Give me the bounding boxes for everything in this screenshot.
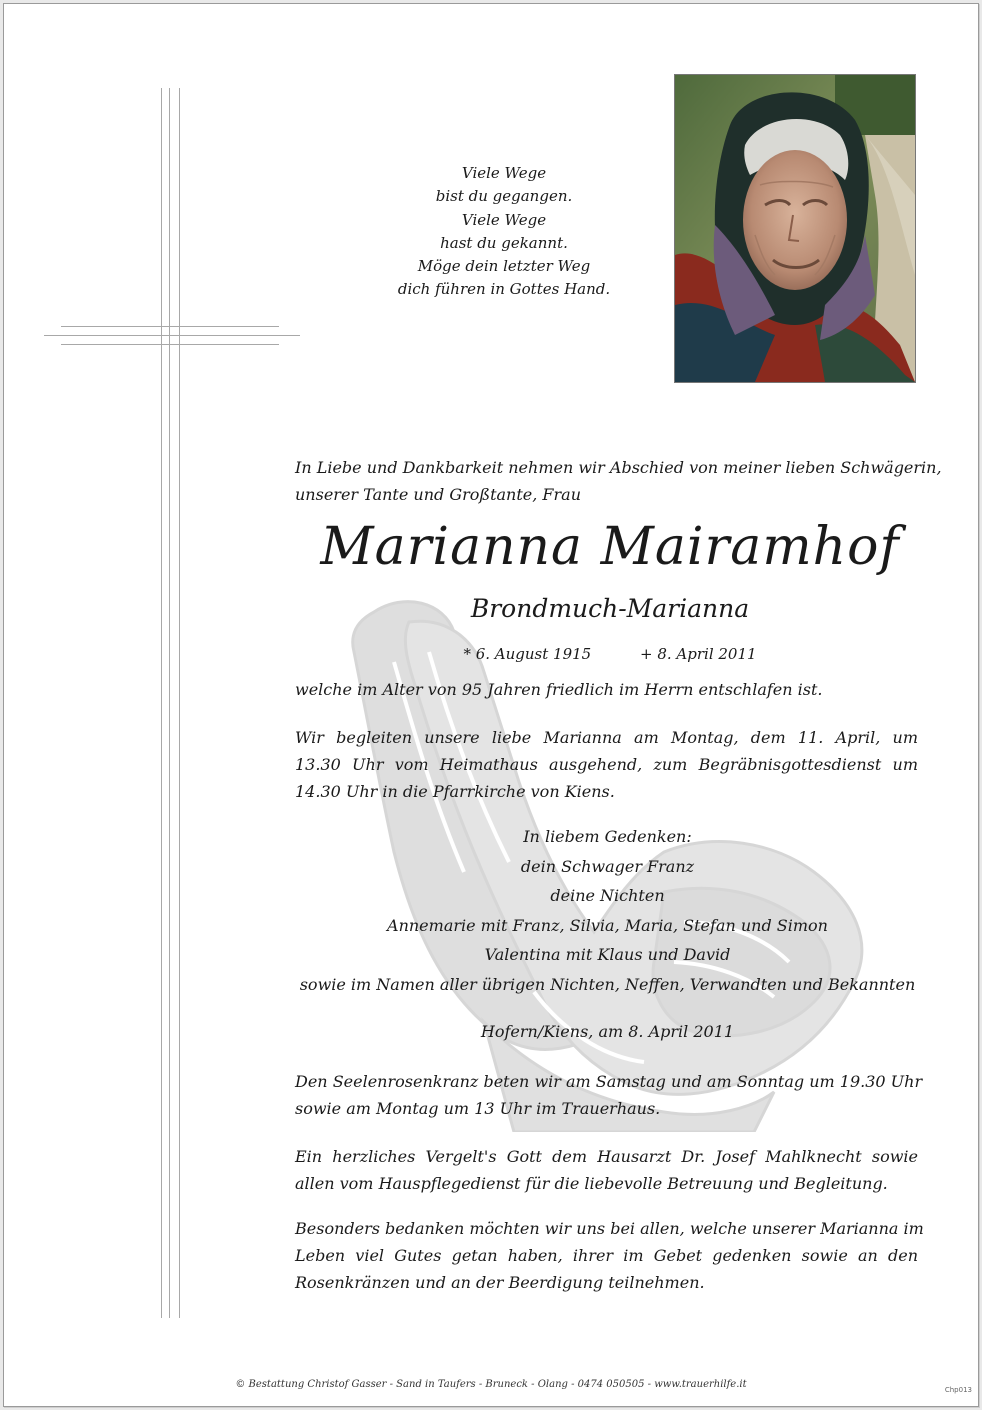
verse-line: Viele Wege bbox=[461, 210, 547, 229]
special-thanks-line: Rosenkränzen und an der Beerdigung teilnehmen. bbox=[295, 1273, 705, 1292]
mourner-line: Valentina mit Klaus und David bbox=[484, 945, 731, 964]
mourner-line: Annemarie mit Franz, Silvia, Maria, Stefan und Simon bbox=[387, 915, 828, 935]
template-code: Chp013 bbox=[944, 1386, 972, 1394]
footer-credit: © Bestattung Christof Gasser - Sand in Taufers - Bruneck - Olang - 0474 050505 - www.trauerhilfe.it bbox=[235, 1379, 747, 1390]
life-dates bbox=[295, 640, 925, 668]
cross-decoration bbox=[4, 4, 324, 1324]
deceased-nickname: Brondmuch-Marianna bbox=[470, 594, 750, 623]
verse-line: bist du gegangen. bbox=[435, 187, 573, 206]
death-date: + 8. April 2011 bbox=[640, 645, 757, 663]
obituary-page bbox=[3, 3, 979, 1407]
mourner-line: deine Nichten bbox=[550, 886, 665, 905]
verse-line: hast du gekannt. bbox=[440, 233, 568, 252]
memorial-verse bbox=[344, 162, 664, 302]
intro-line: unserer Tante und Großtante, Frau bbox=[295, 485, 582, 504]
deceased-name: Marianna Mairamhof bbox=[320, 517, 900, 577]
mourner-line: dein Schwager Franz bbox=[520, 856, 695, 876]
rosary-line: Den Seelenrosenkranz beten wir am Samstag und am Sonntag um 19.30 Uhr bbox=[295, 1072, 923, 1091]
thanks-line: allen vom Hauspflegedienst für die liebevolle Betreuung und Begleitung. bbox=[295, 1174, 888, 1193]
intro-text bbox=[295, 454, 942, 508]
funeral-line: 14.30 Uhr in die Pfarrkirche von Kiens. bbox=[295, 782, 615, 801]
verse-line: dich führen in Gottes Hand. bbox=[397, 280, 611, 299]
special-thanks-line: Leben viel Gutes getan haben, ihrer im Gebet gedenken sowie an den bbox=[295, 1246, 918, 1265]
mourners-list bbox=[295, 822, 920, 999]
birth-date: * 6. August 1915 bbox=[463, 645, 592, 663]
mourner-line: sowie im Namen aller übrigen Nichten, Neffen, Verwandten und Bekannten bbox=[299, 974, 916, 994]
thanks-line: Ein herzliches Vergelt's Gott dem Hausarzt Dr. Josef Mahlknecht sowie bbox=[295, 1147, 918, 1166]
verse-line: Viele Wege bbox=[461, 164, 547, 182]
thanks-info bbox=[295, 1143, 918, 1197]
intro-line: In Liebe und Dankbarkeit nehmen wir Abschied von meiner lieben Schwägerin, bbox=[295, 458, 942, 477]
special-thanks-line: Besonders bedanken möchten wir uns bei allen, welche unserer Marianna im bbox=[295, 1219, 924, 1238]
rosary-line: sowie am Montag um 13 Uhr im Trauerhaus. bbox=[295, 1099, 661, 1118]
funeral-line: 13.30 Uhr vom Heimathaus ausgehend, zum Begräbnisgottesdienst um bbox=[295, 755, 918, 774]
mourner-line: In liebem Gedenken: bbox=[523, 827, 692, 846]
portrait-photo bbox=[674, 74, 916, 383]
special-thanks bbox=[295, 1215, 924, 1296]
verse-line: Möge dein letzter Weg bbox=[417, 257, 591, 276]
funeral-line: Wir begleiten unsere liebe Marianna am Montag, dem 11. April, um bbox=[295, 728, 918, 747]
age-line: welche im Alter von 95 Jahren friedlich im Herrn entschlafen ist. bbox=[295, 680, 823, 699]
funeral-info bbox=[295, 724, 918, 805]
place-date: Hofern/Kiens, am 8. April 2011 bbox=[480, 1022, 735, 1041]
rosary-info bbox=[295, 1068, 923, 1122]
